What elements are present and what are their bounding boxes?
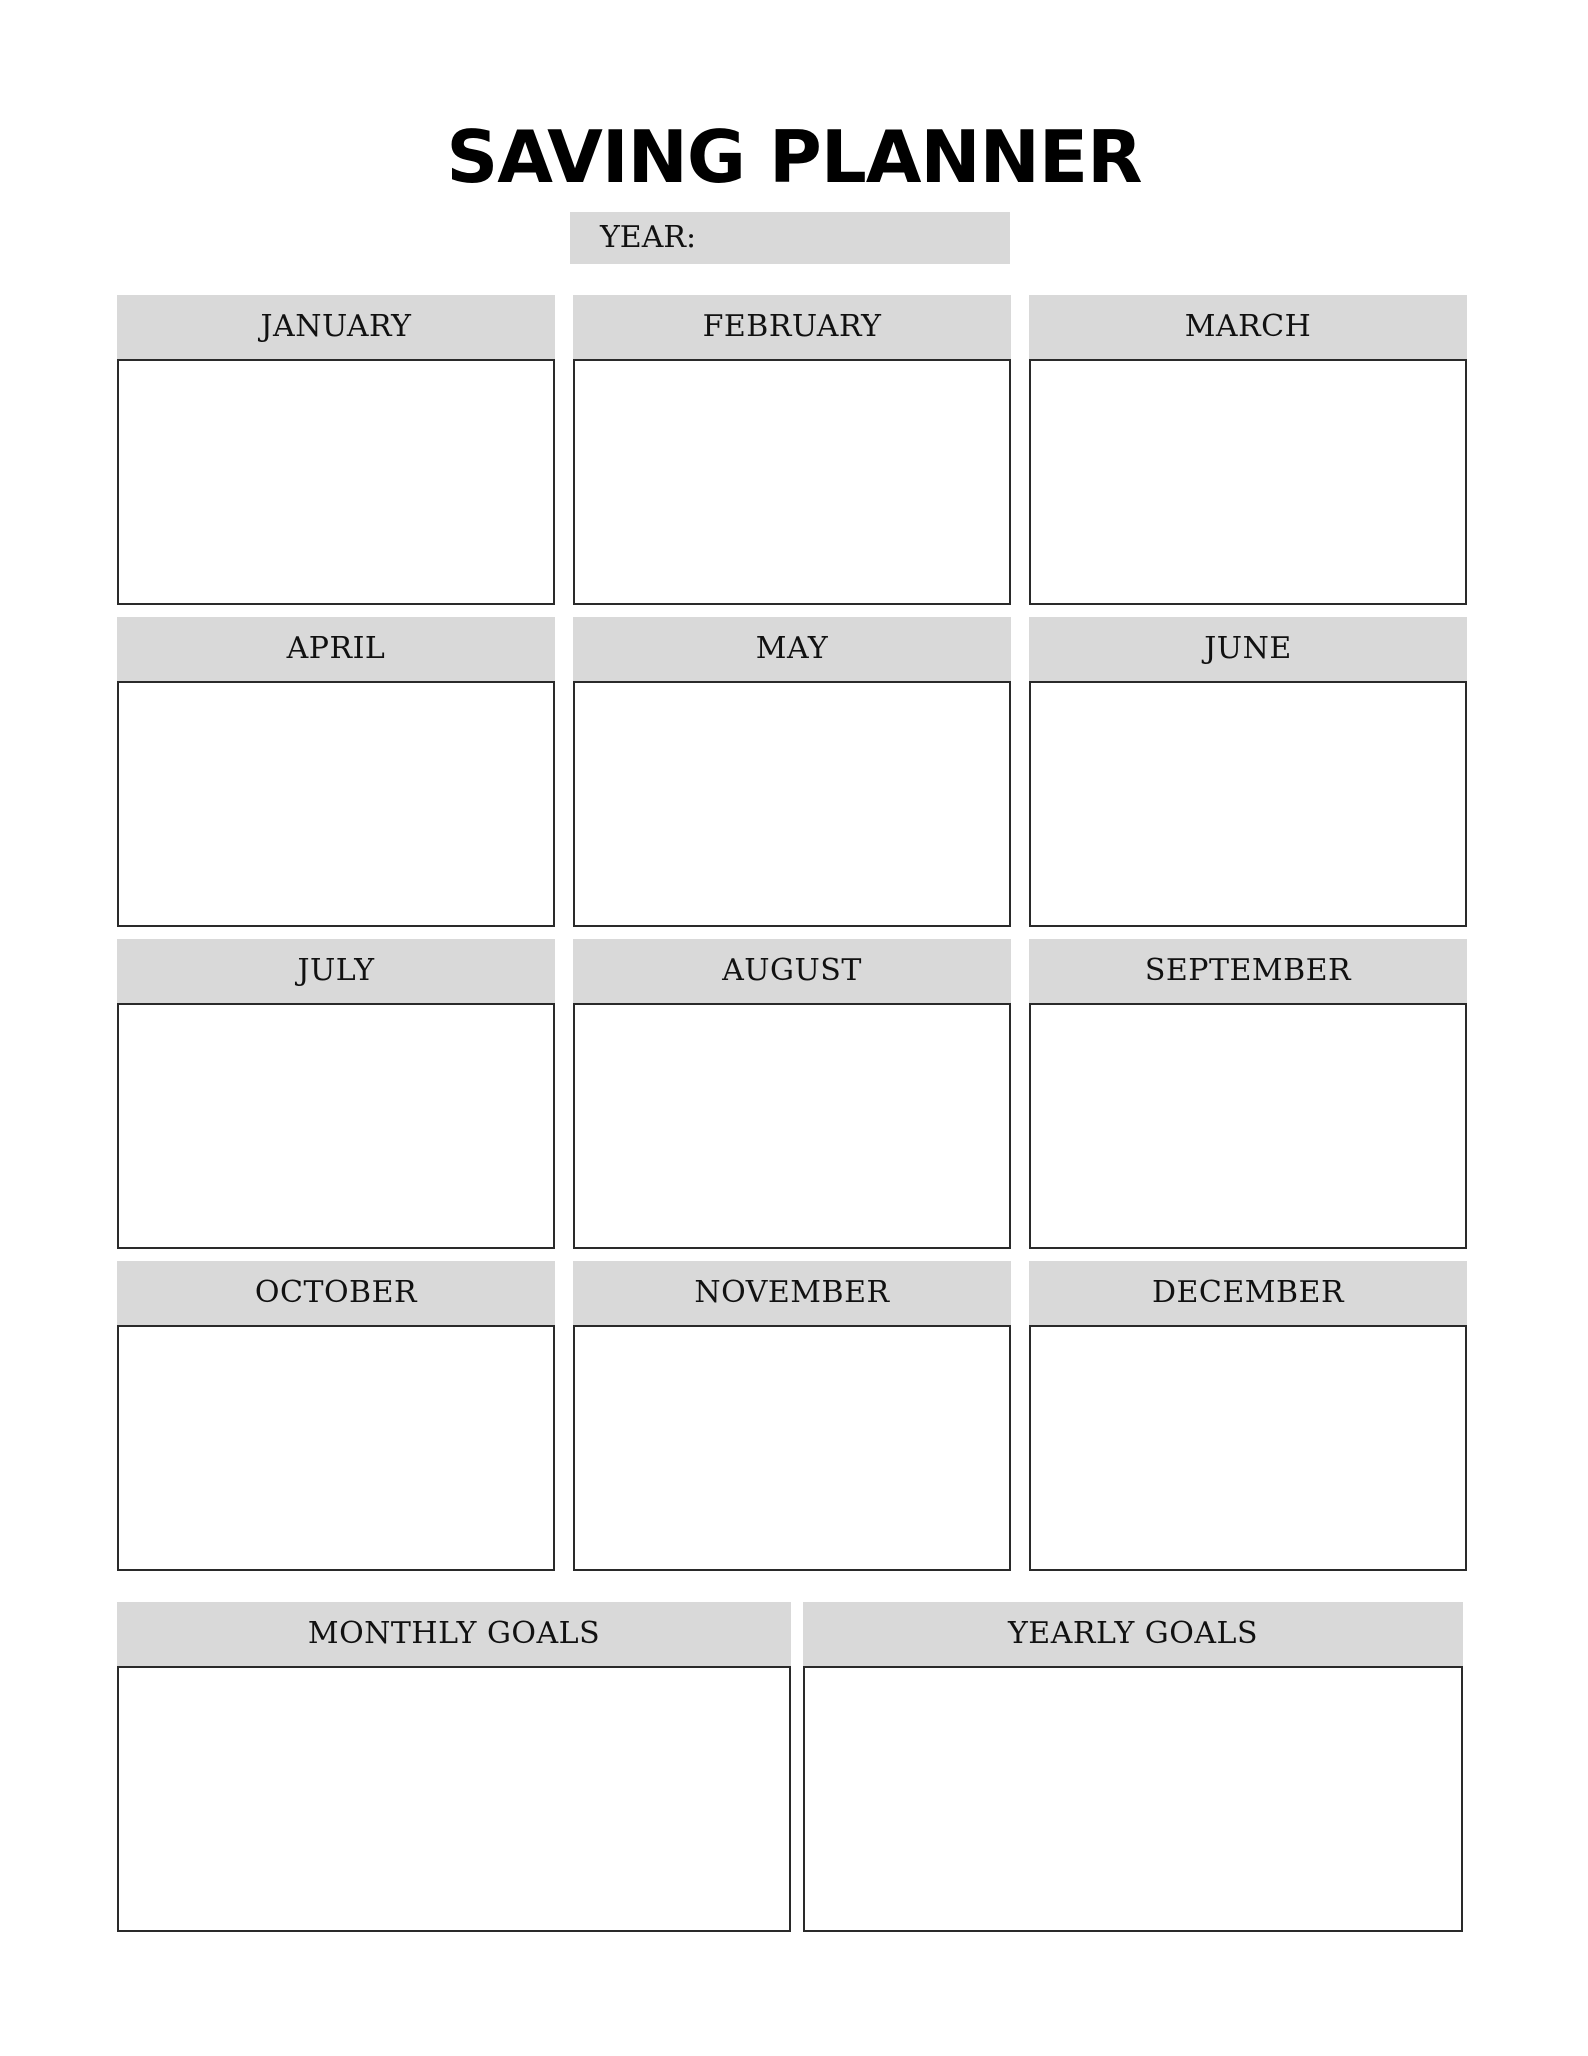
month-header: NOVEMBER [573,1261,1011,1325]
month-card-march [1029,295,1467,605]
month-card-february [573,295,1011,605]
goals-grid [117,1602,1467,1932]
month-header: JULY [117,939,555,1003]
month-entry-box[interactable] [573,1325,1011,1571]
month-card-december [1029,1261,1467,1571]
month-header: JUNE [1029,617,1467,681]
page-title: SAVING PLANNER [446,115,1142,199]
month-header: MAY [573,617,1011,681]
month-header: SEPTEMBER [1029,939,1467,1003]
month-card-october [117,1261,555,1571]
month-entry-box[interactable] [1029,681,1467,927]
month-header: JANUARY [117,295,555,359]
goals-entry-box[interactable] [117,1666,791,1932]
month-card-january [117,295,555,605]
month-entry-box[interactable] [1029,1003,1467,1249]
goals-entry-box[interactable] [803,1666,1463,1932]
goals-header: YEARLY GOALS [803,1602,1463,1666]
year-label: YEAR: [600,220,697,255]
month-card-july [117,939,555,1249]
month-entry-box[interactable] [117,359,555,605]
month-entry-box[interactable] [1029,359,1467,605]
month-card-november [573,1261,1011,1571]
month-entry-box[interactable] [1029,1325,1467,1571]
month-entry-box[interactable] [117,681,555,927]
month-header: FEBRUARY [573,295,1011,359]
yearly-goals-card [803,1602,1463,1932]
month-card-april [117,617,555,927]
month-entry-box[interactable] [573,1003,1011,1249]
monthly-goals-card [117,1602,791,1932]
month-entry-box[interactable] [573,359,1011,605]
month-entry-box[interactable] [573,681,1011,927]
month-grid [117,295,1467,1571]
year-field[interactable] [570,212,1010,264]
month-card-september [1029,939,1467,1249]
month-entry-box[interactable] [117,1003,555,1249]
month-card-june [1029,617,1467,927]
month-card-may [573,617,1011,927]
month-header: OCTOBER [117,1261,555,1325]
goals-header: MONTHLY GOALS [117,1602,791,1666]
month-header: AUGUST [573,939,1011,1003]
month-entry-box[interactable] [117,1325,555,1571]
month-card-august [573,939,1011,1249]
month-header: DECEMBER [1029,1261,1467,1325]
month-header: APRIL [117,617,555,681]
month-header: MARCH [1029,295,1467,359]
